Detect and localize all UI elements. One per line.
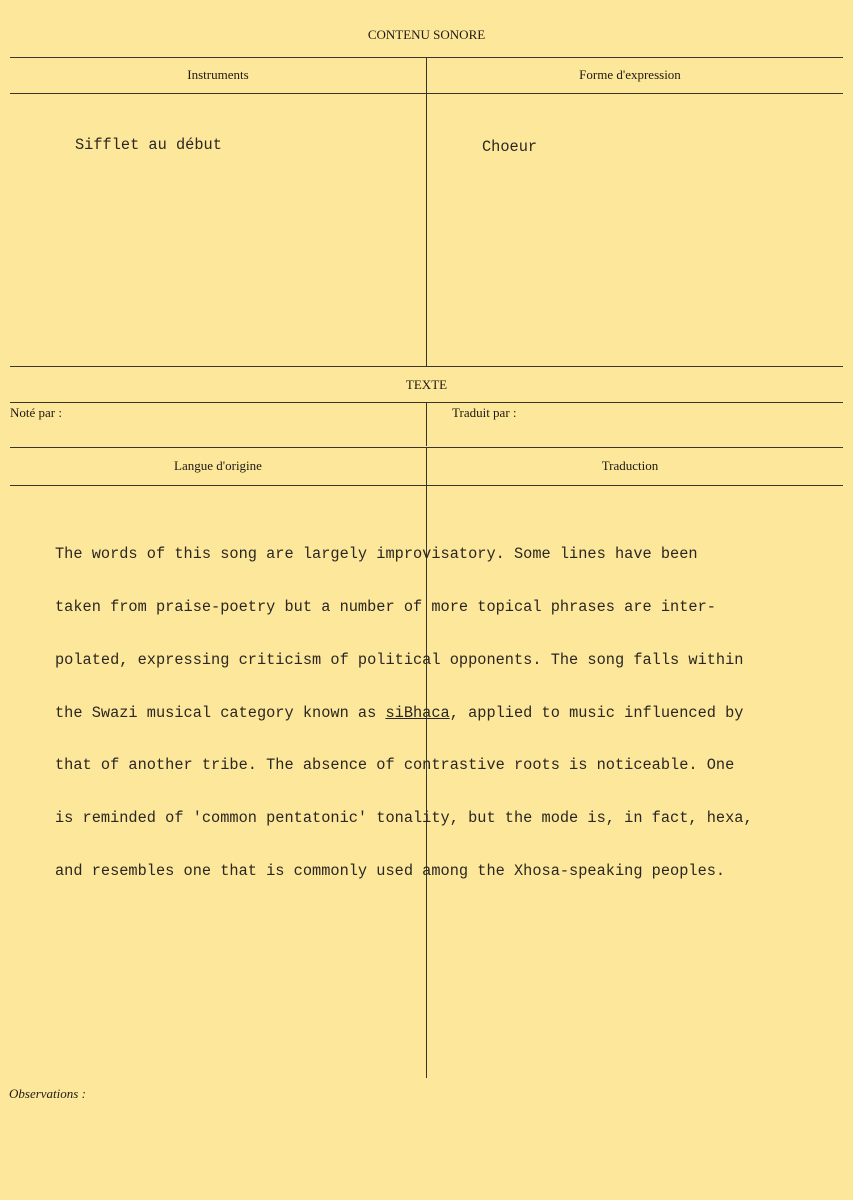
expression-value: Choeur — [482, 138, 538, 156]
column-divider — [426, 402, 427, 446]
song-description — [55, 511, 753, 916]
observations-label: Observations : — [9, 1086, 86, 1101]
column-header-expression: Forme d'expression — [579, 67, 681, 82]
text-line: that of another tribe. The absence of contrastive roots is noticeable. One — [55, 756, 735, 775]
text-line: The words of this song are largely improvisatory. Some lines have been — [55, 545, 698, 564]
text-line: is reminded of 'common pentatonic' tonality, but the mode is, in fact, hexa, — [55, 809, 753, 828]
text-line: the Swazi musical category known as siBhaca, applied to music influenced by — [55, 703, 744, 722]
column-divider — [426, 57, 427, 366]
translated-by-label: Traduit par : — [452, 405, 517, 420]
text-line: and resembles one that is commonly used among the Xhosa-speaking peoples. — [55, 861, 726, 880]
section-title-text: TEXTE — [405, 377, 448, 392]
noted-by-label: Noté par : — [10, 405, 62, 420]
divider — [10, 366, 843, 367]
term-sibhaca: siBhaca — [385, 703, 450, 722]
text-line: polated, expressing criticism of political opponents. The song falls within — [55, 650, 744, 669]
section-title-sound: CONTENU SONORE — [367, 27, 486, 42]
column-header-translation: Traduction — [601, 458, 659, 473]
text-line: taken from praise-poetry but a number of more topical phrases are inter- — [55, 597, 716, 616]
instruments-value: Sifflet au début — [75, 136, 222, 154]
column-header-instruments: Instruments — [187, 67, 249, 82]
divider — [10, 485, 843, 486]
column-header-original-language: Langue d'origine — [174, 458, 262, 473]
